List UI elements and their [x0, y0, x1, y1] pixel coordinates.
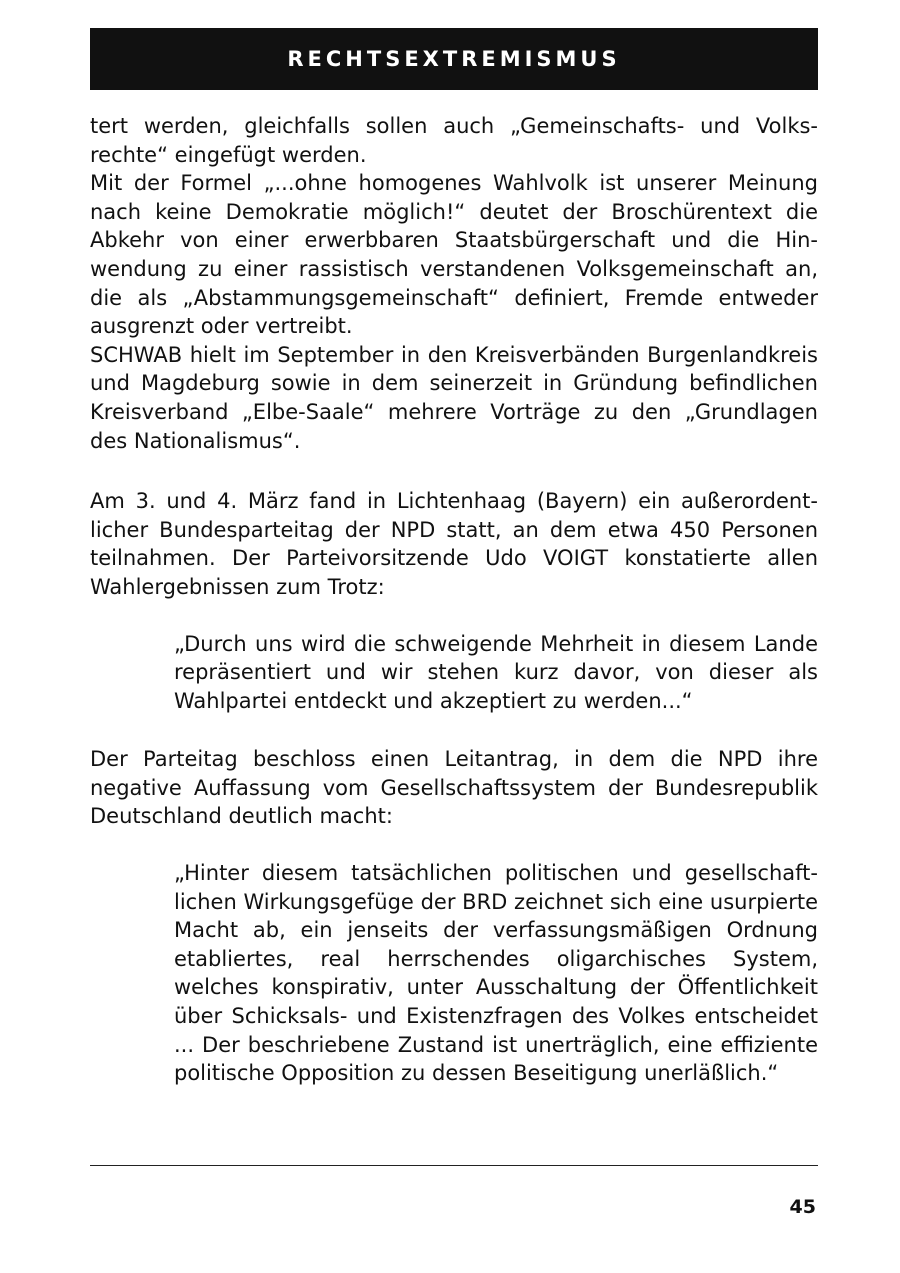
paragraph-1: tert werden, gleichfalls sollen auch „Gemeinschafts- und Volksrechte“ eingefügt werden. — [90, 114, 818, 167]
quote-2: „Hinter diesem tatsächlichen politischen und gesellschaftlichen Wirkungsgefüge der BRD zeichnet sich eine usurpierte Macht ab, ein jenseits der verfassungsmäßigen Ordnung etabliertes, real herrschendes oligarchisches System, welches konspirativ, unter Ausschaltung der Öffentlichkeit über Schicksals- und Existenzfragen des Volkes entscheidet ... Der beschriebene Zustand ist unerträglich, eine effiziente politische Opposition zu dessen Beseitigung unerläßlich.“ — [174, 861, 818, 1086]
paragraph-2: Mit der Formel „...ohne homogenes Wahlvolk ist unserer Meinung nach keine Demokratie möglich!“ deutet der Broschürentext die Abkehr von einer erwerbbaren Staatsbürgerschaft und die Hinwendung zu einer rassistisch verstandenen Volksgemeinschaft an, die als „Abstammungsgemeinschaft“ definiert, Fremde entweder ausgrenzt oder vertreibt. — [90, 171, 818, 339]
page-body — [90, 112, 818, 1088]
paragraph-3: SCHWAB hielt im September in den Kreisverbänden Burgenlandkreis und Magdeburg sowie in dem seinerzeit in Gründung befindlichen Kreisverband „Elbe-Saale“ mehrere Vorträge zu den „Grundlagen des Nationalismus“. — [90, 342, 818, 453]
section-title: RECHTSEXTREMISMUS — [287, 47, 621, 71]
paragraph-4: Am 3. und 4. März fand in Lichtenhaag (Bayern) ein außerordentlicher Bundesparteitag der NPD statt, an dem etwa 450 Personen teilnahmen. Der Parteivorsitzende Udo VOIGT konstatierte allen Wahlergebnissen zum Trotz: — [90, 489, 818, 599]
page-number: 45 — [789, 1196, 816, 1218]
footer-divider — [90, 1165, 818, 1166]
quote-1: „Durch uns wird die schweigende Mehrheit in diesem Lande repräsentiert und wir stehen kurz davor, von dieser als Wahlpartei entdeckt und akzeptiert zu werden...“ — [174, 631, 818, 713]
section-header — [90, 28, 818, 90]
paragraph-5: Der Parteitag beschloss einen Leitantrag, in dem die NPD ihre negative Auffassung vom Gesellschaftssystem der Bundesrepublik Deutschland deutlich macht: — [90, 747, 818, 829]
